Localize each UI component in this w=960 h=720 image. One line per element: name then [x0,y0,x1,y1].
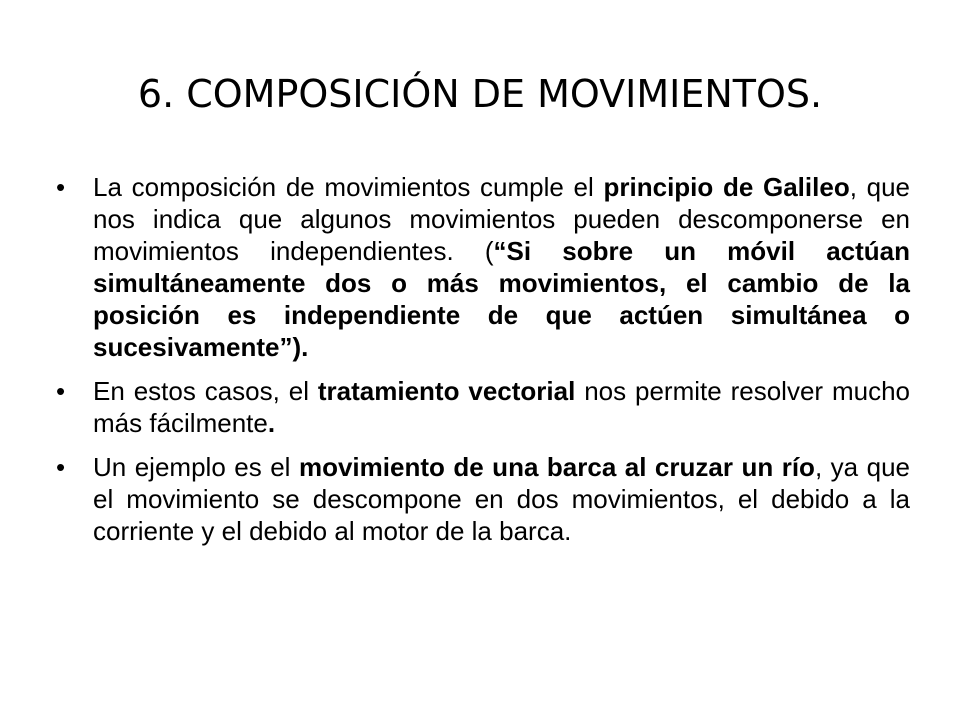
bullet-marker: • [56,376,66,406]
bullet-emphasis: movimiento de una barca al cruzar un río [298,452,815,482]
bullet-text: nos permite resolver mucho más fácilmente [93,376,910,438]
bullet-text: , ya que el movimiento se descompone en dos movimientos, el debido a la corriente y el debido al motor de la barca. [93,452,910,546]
bullet-text: , que nos indica que algunos movimientos pueden descomponerse en movimientos independientes. ( [93,172,910,266]
bullet-item-vectorial [56,375,910,439]
bullet-text: La composición de movimientos cumple el [93,172,604,202]
bullet-marker: • [56,172,66,202]
bullet-list [56,171,910,559]
bullet-quote: “Si sobre un móvil actúan simultáneamente dos o más movimientos, el cambio de la posición es independiente de que actúen simultánea o sucesivamente”). [93,236,910,362]
bullet-marker: • [56,452,66,482]
slide-title: 6. COMPOSICIÓN DE MOVIMIENTOS. [137,72,823,116]
bullet-text: En estos casos, el [93,376,318,406]
bullet-text: Un ejemplo es el [93,452,299,482]
bullet-emphasis: tratamiento vectorial [317,376,576,406]
bullet-period: . [267,408,276,438]
bullet-item-galileo [56,171,910,363]
bullet-item-barca [56,451,910,547]
bullet-emphasis: principio de Galileo [603,172,850,202]
